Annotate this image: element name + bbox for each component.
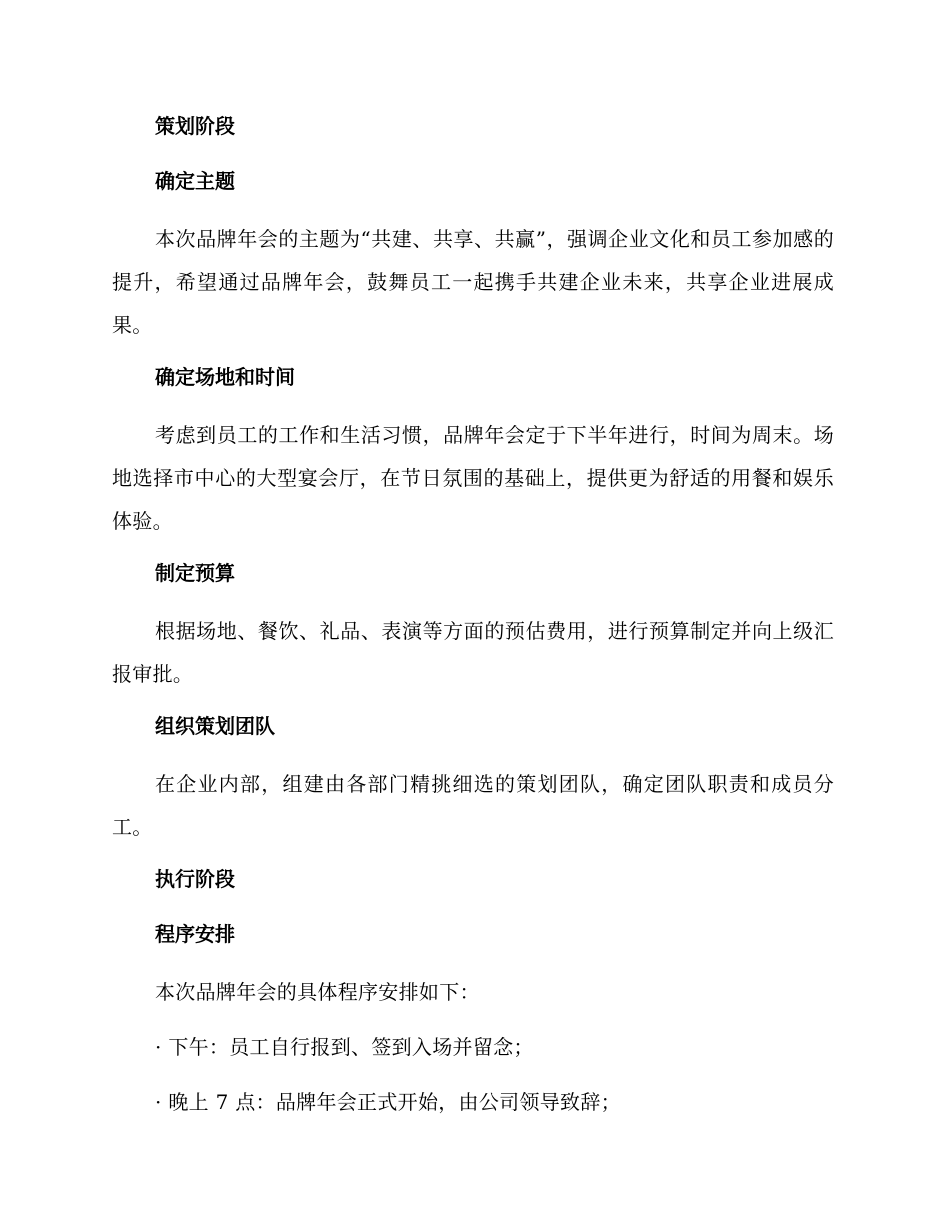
heading-budget: 制定预算: [155, 561, 235, 585]
paragraph-budget: 根据场地、餐饮、礼品、表演等方面的预估费用，进行预算制定并向上级汇报审批。: [112, 619, 834, 686]
heading-venue-time: 确定场地和时间: [155, 365, 295, 389]
heading-team: 组织策划团队: [155, 714, 275, 738]
heading-planning-stage: 策划阶段: [155, 114, 235, 138]
list-item-afternoon: · 下午：员工自行报到、签到入场并留念；: [155, 1035, 534, 1059]
heading-execution-stage: 执行阶段: [155, 867, 235, 891]
document-body: [112, 108, 834, 1136]
list-item-evening: · 晚上 7 点：品牌年会正式开始，由公司领导致辞；: [155, 1090, 621, 1114]
paragraph-team: 在企业内部，组建由各部门精挑细选的策划团队，确定团队职责和成员分工。: [112, 772, 834, 839]
paragraph-venue-time: 考虑到员工的工作和生活习惯，品牌年会定于下半年进行，时间为周末。场地选择市中心的大型宴会厅，在节日氛围的基础上，提供更为舒适的用餐和娱乐体验。: [112, 423, 834, 533]
paragraph-program-intro: 本次品牌年会的具体程序安排如下：: [155, 980, 480, 1004]
heading-program: 程序安排: [155, 922, 235, 946]
paragraph-theme: 本次品牌年会的主题为“共建、共享、共赢”，强调企业文化和员工参加感的提升，希望通过品牌年会，鼓舞员工一起携手共建企业未来，共享企业进展成果。: [112, 227, 834, 337]
heading-theme: 确定主题: [155, 169, 235, 193]
